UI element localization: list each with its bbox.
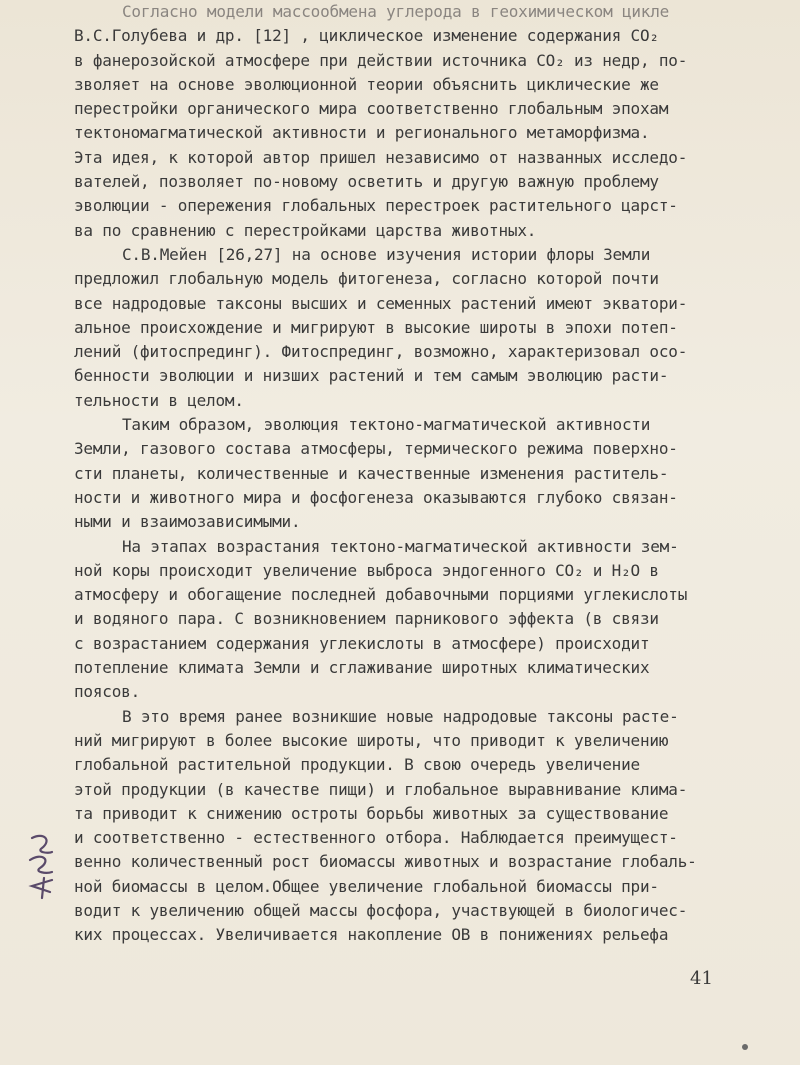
text-line: в фанерозойской атмосфере при действии источника CO₂ из недр, по- [74,50,688,70]
text-line: ной биомассы в целом.Общее увеличение глобальной биомассы при- [74,876,659,896]
text-line: В это время ранее возникшие новые надродовые таксоны расте- [122,706,679,726]
handwritten-margin-note [22,830,62,900]
text-line: и соответственно - естественного отбора. Наблюдается преимущест- [74,828,678,848]
text-line: атмосферу и обогащение последней добавочными порциями углекислоты [74,585,688,605]
text-line: глобальной растительной продукции. В свою очередь увеличение [74,755,640,775]
text-line: вателей, позволяет по-новому осветить и другую важную проблему [74,172,659,192]
text-line: ными и взаимозависимыми. [74,512,301,532]
text-line: эволюции - опережения глобальных перестроек растительного царст- [74,196,678,216]
text-line: зволяет на основе эволюционной теории объяснить циклические же [74,74,659,94]
text-line: водит к увеличению общей массы фосфора, участвующей в биологичес- [74,900,688,920]
text-line: Земли, газового состава атмосферы, термического режима поверхно- [74,439,678,459]
text-line: сти планеты, количественные и качественные изменения раститель- [74,463,669,483]
text-line: Согласно модели массообмена углерода в геохимическом цикле [122,2,670,21]
text-line: Эта идея, к которой автор пришел независимо от названных исследо- [74,147,688,167]
text-line: перестройки органического мира соответственно глобальным эпохам [74,99,669,119]
page-number: 41 [690,968,713,989]
text-line: поясов. [74,682,141,702]
text-line: ний мигрируют в более высокие широты, что приводит к увеличению [74,730,669,750]
text-line: Таким образом, эволюция тектоно-магматической активности [122,415,651,435]
text-line: ной коры происходит увеличение выброса эндогенного CO₂ и H₂O в [74,560,659,580]
text-line: лений (фитоспрединг). Фитоспрединг, возможно, характеризовал осо- [74,342,688,362]
text-line: все надродовые таксоны высших и семенных растений имеют экватори- [74,293,688,313]
text-line: предложил глобальную модель фитогенеза, согласно которой почти [74,269,659,289]
text-line: с возрастанием содержания углекислоты в атмосфере) происходит [74,633,650,653]
text-line: бенности эволюции и низших растений и тем самым эволюцию расти- [74,366,669,386]
text-line: венно количественный рост биомассы животных и возрастание глобаль- [74,852,697,872]
text-line: ности и животного мира и фосфогенеза оказываются глубоко связан- [74,487,678,507]
text-line: На этапах возрастания тектоно-магматической активности зем- [122,536,679,556]
text-line: С.В.Мейен [26,27] на основе изучения истории флоры Земли [122,244,651,264]
text-line: и водяного пара. С возникновением парникового эффекта (в связи [74,609,659,629]
text-line: тектономагматической активности и регионального метаморфизма. [74,123,650,143]
text-line: этой продукции (в качестве пищи) и глобальное выравнивание клима- [74,779,688,799]
text-line: ва по сравнению с перестройками царства животных. [74,220,537,240]
text-line: В.С.Голубева и др. [12] , циклическое изменение содержания CO₂ [74,26,659,46]
text-line: та приводит к снижению остроты борьбы животных за существование [74,803,669,823]
text-line: потепление климата Земли и сглаживание широтных климатических [74,658,650,678]
stray-ink-mark [742,1044,748,1050]
text-line: альное происхождение и мигрируют в высокие широты в эпохи потеп- [74,317,678,337]
text-line: тельности в целом. [74,390,244,410]
text-line: ких процессах. Увеличивается накопление ОВ в понижениях рельефа [74,925,669,945]
body-text [74,0,724,948]
